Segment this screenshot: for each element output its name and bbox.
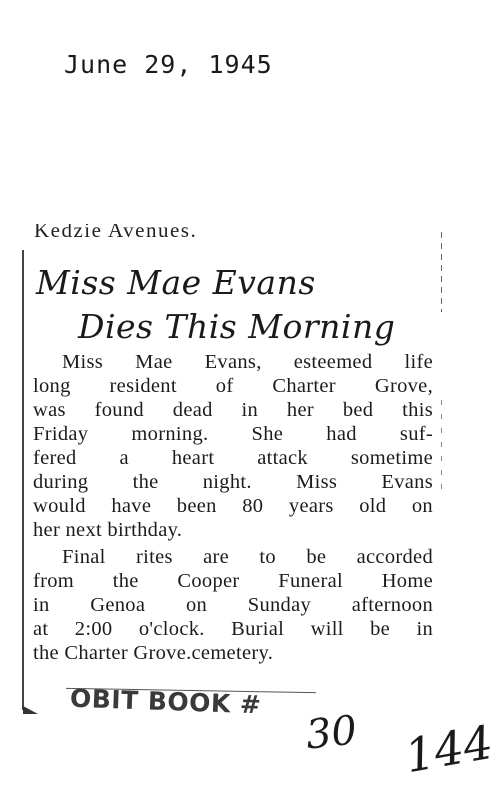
- article-line: was found dead in her bed this: [33, 399, 433, 421]
- article-line: long resident of Charter Grove,: [33, 375, 433, 397]
- handwritten-book-number: 30: [303, 707, 360, 759]
- column-rule-left: [22, 250, 24, 710]
- article-line: during the night. Miss Evans: [33, 471, 433, 493]
- headline-line-1: Miss Mae Evans: [36, 263, 316, 302]
- article-line: at 2:00 o'clock. Burial will be in: [33, 618, 433, 640]
- article-line: in Genoa on Sunday afternoon: [33, 594, 433, 616]
- article-line: Miss Mae Evans, esteemed life: [62, 351, 433, 373]
- headline-line-2: Dies This Morning: [78, 307, 396, 346]
- article-line: her next birthday.: [33, 519, 183, 541]
- handwritten-page-number: 144: [400, 714, 497, 784]
- obit-book-stamp: OBIT BOOK #: [69, 683, 262, 720]
- article-line: from the Cooper Funeral Home: [33, 570, 433, 592]
- clipping-date: June 29, 1945: [64, 50, 273, 79]
- article-line: Friday morning. She had suf-: [33, 423, 433, 445]
- article-line: fered a heart attack sometime: [33, 447, 433, 469]
- column-rule-right: [441, 232, 442, 312]
- article-line: would have been 80 years old on: [33, 495, 433, 517]
- clipping-corner-mark: [22, 705, 40, 715]
- column-rule-right-lower: [441, 400, 442, 490]
- article-line: Final rites are to be accorded: [62, 546, 433, 568]
- article-line: the Charter Grove.cemetery.: [33, 642, 274, 664]
- cut-off-heading: Kedzie Avenues.: [34, 224, 198, 241]
